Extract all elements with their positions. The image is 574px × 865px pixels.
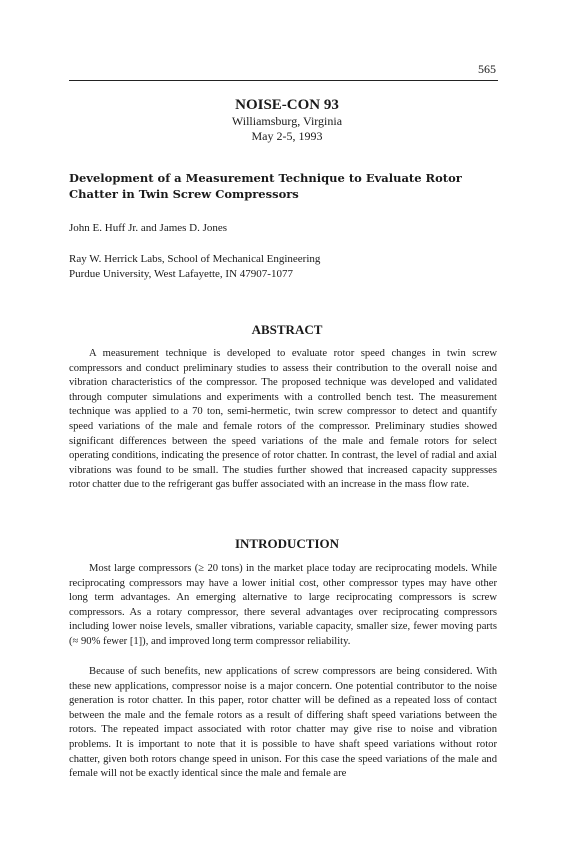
paper-affiliation [69,252,320,282]
abstract-heading: ABSTRACT [251,322,323,337]
conference-date: May 2-5, 1993 [251,129,323,143]
affiliation-line-2: Purdue University, West Lafayette, IN 47907-1077 [69,268,293,280]
introduction-paragraph-1: Most large compressors (≥ 20 tons) in the market place today are reciprocating models. While reciprocating compressors may have a lower initial cost, other compressor types may have other long term advantages. An emerging alternative to large reciprocating compressors is screw compressors. As a rotary compressor, there several advantages over reciprocating compressors including lower noise levels, smaller vibrations, variable capacity, smaller size, fewer moving parts (≈ 90% fewer [1]), and improved long term compressor reliability. [69,563,497,647]
conference-location: Williamsburg, Virginia [231,114,343,128]
header-rule [69,80,498,81]
affiliation-line-1: Ray W. Herrick Labs, School of Mechanical Engineering [69,253,321,265]
introduction-heading: INTRODUCTION [234,536,339,551]
abstract-text: A measurement technique is developed to evaluate rotor speed changes in twin screw compressors and conduct preliminary studies to assess their contribution to the overall noise and vibration characteristics of the compressor. The proposed technique was developed and validated through computer simulations and experiments with a controlled bench test. The measurement technique was applied to a 70 ton, semi-hermetic, twin screw compressor to detect and quantify speed variations of the male and female rotors of the compressor. Preliminary studies showed significant differences between the speed variations of the male and female rotors for select operating conditions, indicating the presence of rotor chatter. In contrast, the level of radial and axial vibrations was found to be small. The studies further showed that increased capacity suppresses rotor chatter due to the refrigerant gas buffer associated with an increase in the mass flow rate. [69,348,497,491]
conference-name: NOISE-CON 93 [235,97,339,113]
introduction-paragraph-2: Because of such benefits, new applications of screw compressors are being considered. With these new applications, compressor noise is a major concern. One potential contributor to the noise generation is rotor chatter. In this paper, rotor chatter will be defined as a repeated loss of contact between the male and the female rotors as a result of differing shaft speed variations between the rotors. The repeated impact associated with rotor chatter may give rise to noise and vibration problems. It is important to note that it is possible to have shaft speed variations without rotor chatter, given both rotors change speed in unison. For this case the speed variations of the male and female will not be exactly identical since the male and female are [69,666,497,780]
paper-authors: John E. Huff Jr. and James D. Jones [69,222,228,234]
conference-block [0,96,574,144]
paper-title: Development of a Measurement Technique to Evaluate Rotor Chatter in Twin Screw Compressors [69,171,462,201]
page-number: 565 [478,62,496,76]
